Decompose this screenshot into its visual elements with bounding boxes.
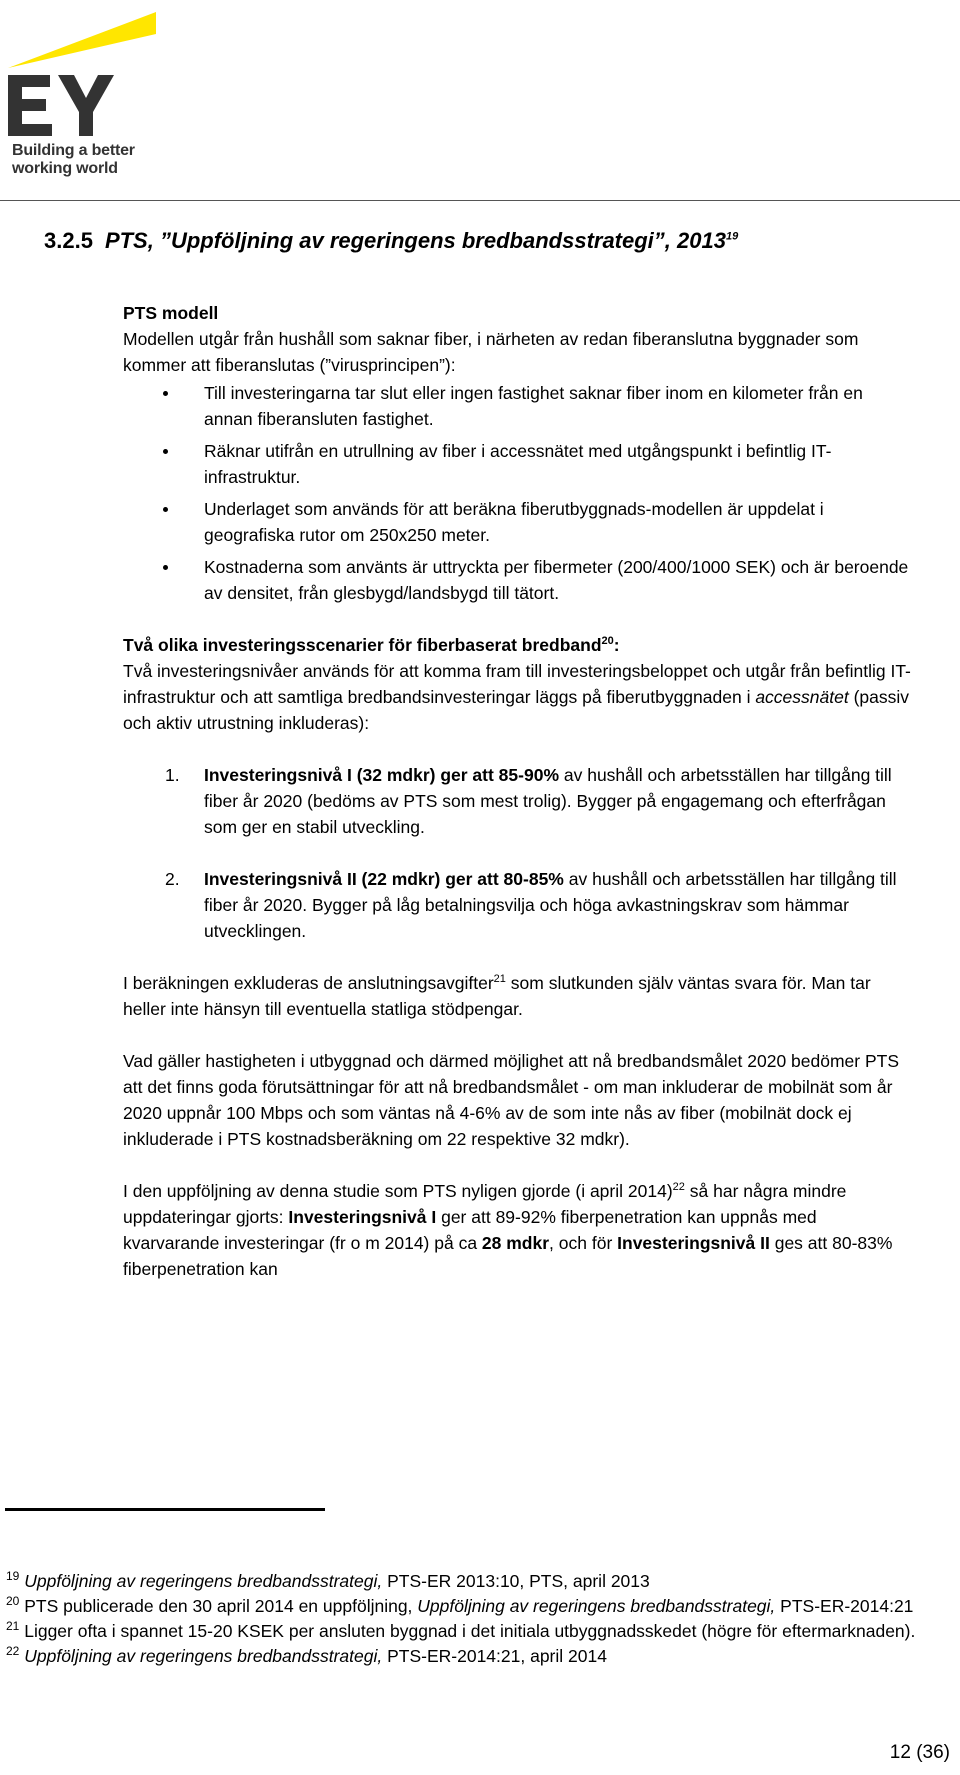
ey-tagline (12, 142, 135, 178)
intro-text-end: (passiv och aktiv utrustning inkluderas): (123, 687, 910, 733)
paragraph-fees (123, 970, 913, 1022)
scenarios-subhead (123, 632, 913, 658)
footnote-ref-20: 20 (601, 635, 614, 648)
ey-logo (8, 8, 168, 188)
footnote-ref-22: 22 (672, 1181, 685, 1194)
footnotes (6, 1569, 946, 1669)
footnote-italic: Uppföljning av regeringens bredbandsstrategi, (24, 1571, 383, 1591)
section-title: PTS, ”Uppföljning av regeringens bredbandsstrategi”, 2013 (104, 228, 726, 253)
header-divider (0, 200, 960, 201)
bullet-item: Till investeringarna tar slut eller ingen fastighet saknar fiber inom en kilometer från en annan fiberansluten fastighet. (123, 380, 913, 432)
level-title: Investeringsnivå II (22 mdkr) ger att 80-85% (204, 869, 564, 889)
list-number: 1. (165, 765, 180, 785)
level-title: Investeringsnivå I (32 mdkr) ger att 85-90% (204, 765, 559, 785)
footnote-text: PTS-ER 2013:10, PTS, april 2013 (382, 1571, 650, 1591)
para-text: som slutkunden själv väntas svara för. Man tar heller inte hänsyn till eventuella statliga stödpengar. (123, 973, 871, 1019)
model-intro: Modellen utgår från hushåll som saknar fiber, i närheten av redan fiberanslutna byggnader som kommer att fiberanslutas (”virusprincipen”): (123, 329, 859, 375)
investment-level-list (123, 762, 913, 944)
footnote-ref-19: 19 (725, 230, 739, 243)
footnote-italic: Uppföljning av regeringens bredbandsstrategi, (24, 1646, 383, 1666)
footnote-number: 19 (6, 1569, 20, 1584)
ey-logo-mark (8, 8, 168, 138)
intro-italic: accessnätet (755, 687, 849, 707)
list-number: 2. (165, 869, 180, 889)
page-number: 12 (36) (889, 1742, 950, 1763)
para-text: ger att 89-92% fiberpenetration kan uppnås med kvarvarande investeringar (fr o m 2014) på ca (123, 1207, 817, 1253)
footnote-20 (6, 1594, 946, 1619)
footnote-19 (6, 1569, 946, 1594)
paragraph-update (123, 1178, 913, 1282)
scenarios-intro (123, 658, 913, 736)
footnote-text: PTS publicerade den 30 april 2014 en uppföljning, (19, 1596, 418, 1616)
bullet-item: Räknar utifrån en utrullning av fiber i accessnätet med utgångspunkt i befintlig IT-infrastruktur. (123, 438, 913, 490)
scenarios-subhead-text: Två olika investeringsscenarier för fiberbaserat bredband (123, 635, 602, 655)
footnote-text: PTS-ER-2014:21 (775, 1596, 914, 1616)
investment-level-2 (123, 866, 913, 944)
footnote-text: Ligger ofta i spannet 15-20 KSEK per ansluten byggnad i det initiala utbyggnadsskedet (högre för eftermarknaden). (19, 1621, 916, 1641)
intro-text: Två investeringsnivåer används för att komma fram till investeringsbeloppet och utgår från befintlig IT-infrastruktur och att samtliga bredbandsinvesteringar läggs på fiberutbyggnaden i (123, 661, 911, 707)
section-heading (44, 228, 738, 254)
para-text: I beräkningen exkluderas de anslutningsavgifter (123, 973, 494, 993)
level-text: av hushåll och arbetsställen har tillgång till fiber år 2020 (bedöms av PTS som mest trolig). Bygger på engagemang och efterfrågan som ger en stabil utveckling. (204, 765, 892, 837)
bold-text: 28 mdkr (481, 1233, 550, 1253)
footnote-number: 20 (6, 1594, 20, 1609)
para-text: I den uppföljning av denna studie som PTS nyligen gjorde (i april 2014) (123, 1181, 673, 1201)
model-bullet-list (123, 380, 913, 606)
scenarios-section (123, 632, 913, 944)
footnote-text: PTS-ER-2014:21, april 2014 (382, 1646, 607, 1666)
tagline-line-1: Building a better (12, 142, 135, 159)
para-text: ges att 80-83% fiberpenetration kan (123, 1233, 893, 1279)
bold-text: Investeringsnivå I (288, 1207, 437, 1227)
tagline-line-2: working world (12, 160, 118, 177)
bullet-item: Underlaget som används för att beräkna fiberutbyggnads-modellen är uppdelat i geografiska rutor om 250x250 meter. (123, 496, 913, 548)
para-text: så har några mindre uppdateringar gjorts: (123, 1181, 847, 1227)
main-content (123, 300, 913, 1282)
model-subhead: PTS modell (123, 303, 219, 323)
footnote-divider (5, 1508, 325, 1511)
footnote-italic: Uppföljning av regeringens bredbandsstrategi, (417, 1596, 776, 1616)
footnote-22 (6, 1644, 946, 1669)
bullet-item: Kostnaderna som använts är uttryckta per fibermeter (200/400/1000 SEK) och är beroende av densitet, från glesbygd/landsbygd till tätort. (123, 554, 913, 606)
para-text: , och för (549, 1233, 618, 1253)
footnote-number: 21 (6, 1619, 20, 1634)
scenarios-subhead-colon: : (613, 635, 620, 655)
investment-level-1 (123, 762, 913, 840)
paragraph-speed: Vad gäller hastigheten i utbyggnad och därmed möjlighet att nå bredbandsmålet 2020 bedömer PTS att det finns goda förutsättningar för att nå bredbandsmålet - om man inkluderar de mobilnät som år 2020 uppnår 100 Mbps och som väntas nå 4-6% av de som inte nås av fiber (mobilnät dock ej inkluderade i PTS kostnadsberäkning om 22 respektive 32 mdkr). (123, 1051, 900, 1149)
bold-text: Investeringsnivå II (617, 1233, 770, 1253)
section-number: 3.2.5 (44, 228, 93, 253)
footnote-21 (6, 1619, 946, 1644)
footnote-ref-21: 21 (493, 973, 506, 986)
footnote-number: 22 (6, 1644, 20, 1659)
level-text: av hushåll och arbetsställen har tillgång till fiber år 2020. Bygger på låg betalningsvilja och höga avkastningskrav som hämmar utvecklingen. (204, 869, 897, 941)
